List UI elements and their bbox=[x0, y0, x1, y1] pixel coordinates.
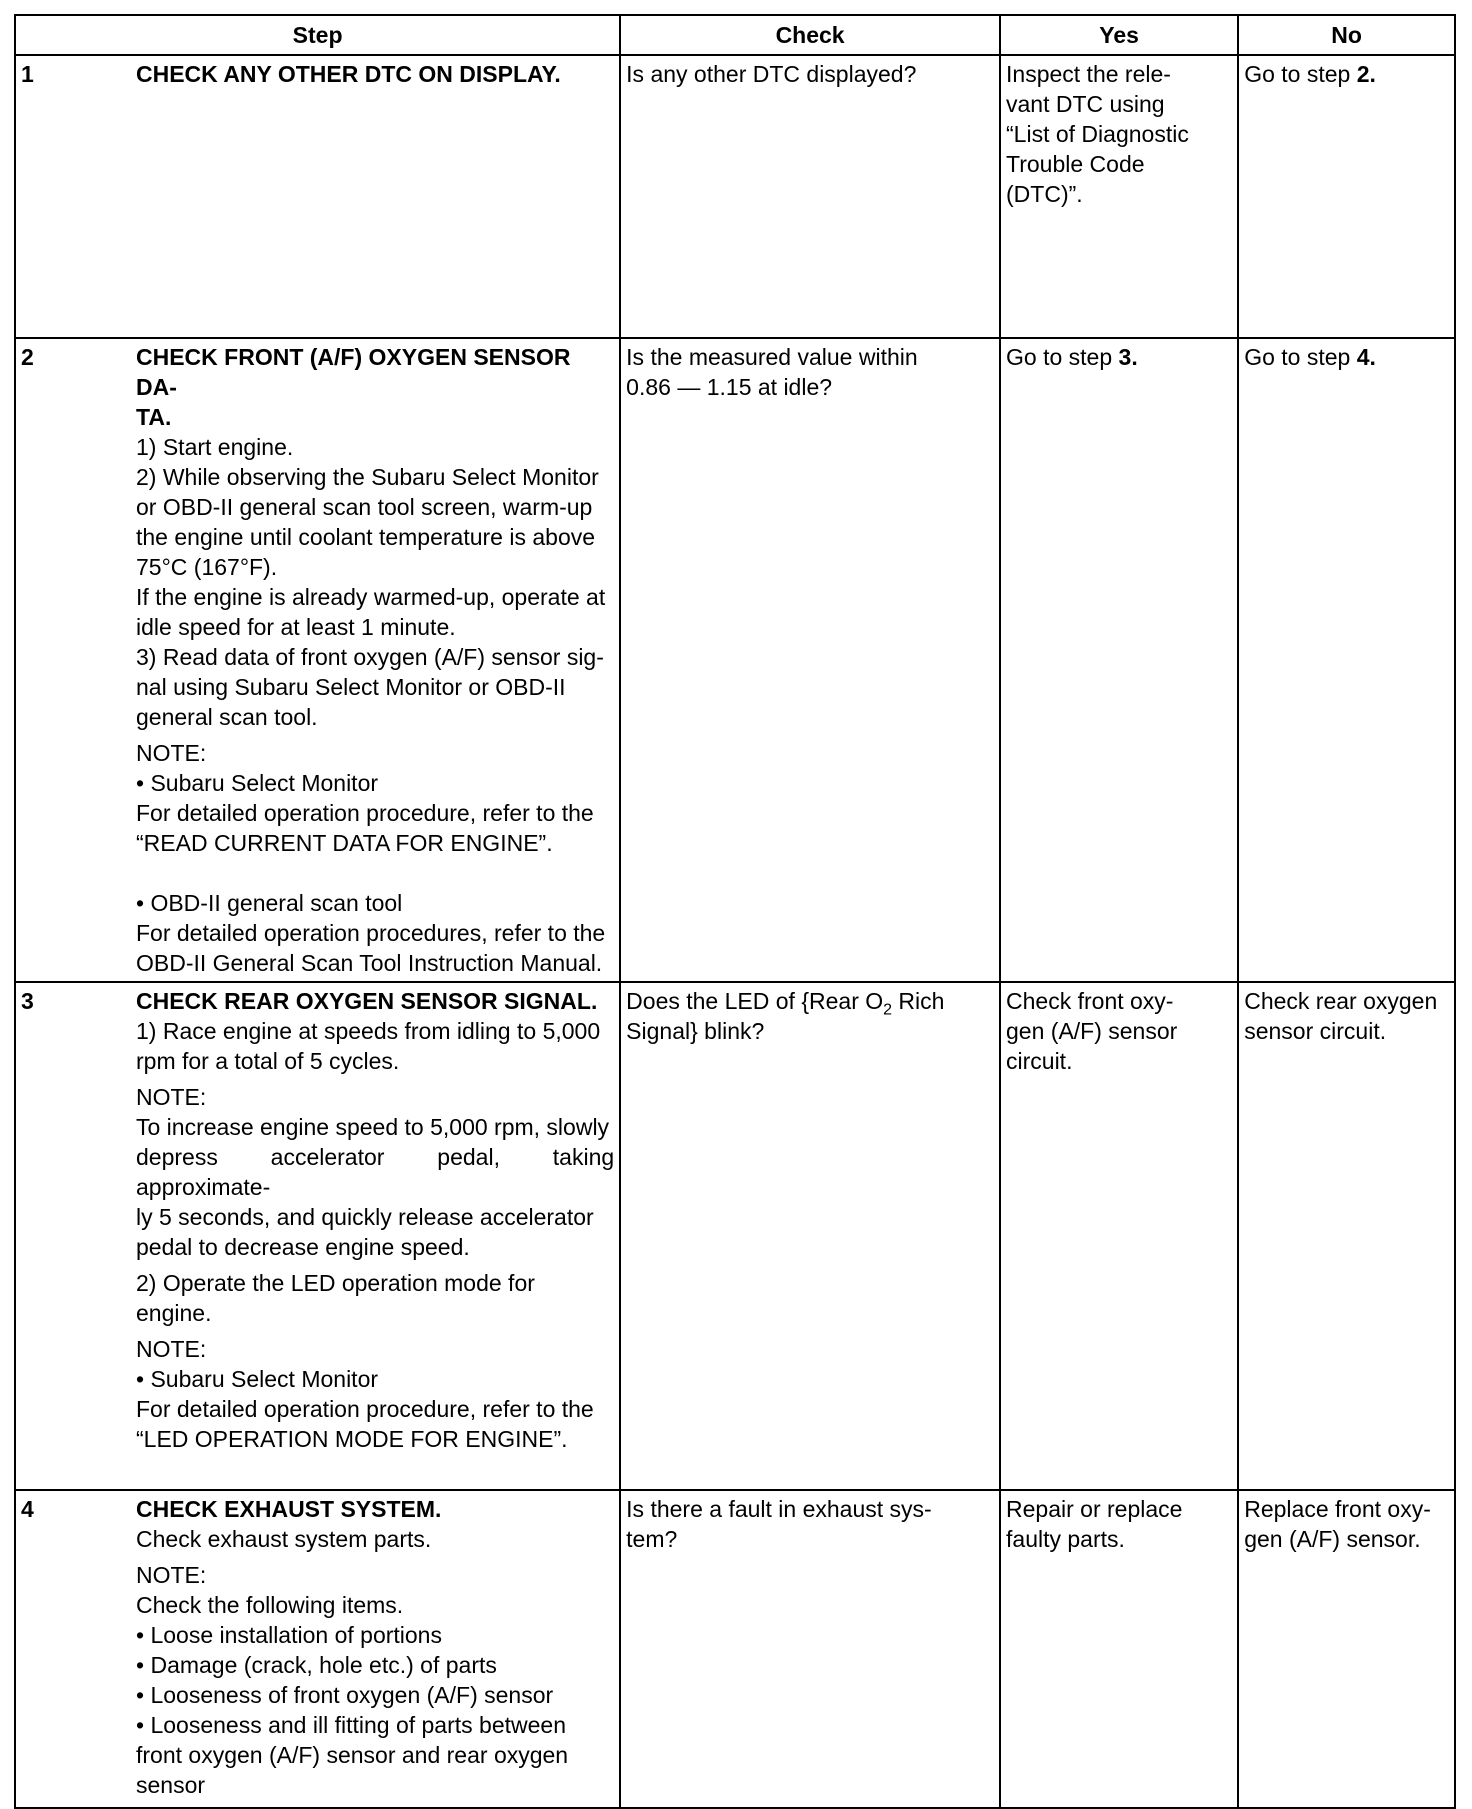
no-text-line: sensor circuit. bbox=[1244, 1018, 1387, 1044]
yes-step-ref: 3. bbox=[1118, 344, 1138, 370]
yes-text-line: (DTC)”. bbox=[1006, 181, 1083, 207]
step-title: CHECK EXHAUST SYSTEM. bbox=[136, 1496, 442, 1522]
step-title: CHECK ANY OTHER DTC ON DISPLAY. bbox=[136, 61, 561, 87]
step-body-line: or OBD-II general scan tool screen, warm-up bbox=[136, 494, 593, 520]
yes-text-line: Check front oxy- bbox=[1006, 988, 1174, 1014]
check-cell bbox=[620, 1490, 1000, 1808]
note-bullet: • Damage (crack, hole etc.) of parts bbox=[136, 1650, 614, 1680]
check-cell bbox=[620, 338, 1000, 982]
no-text-line: gen (A/F) sensor. bbox=[1244, 1526, 1421, 1552]
check-text-line: 0.86 — 1.15 at idle? bbox=[626, 374, 833, 400]
yes-text-line: Trouble Code bbox=[1006, 151, 1145, 177]
yes-cell bbox=[1000, 982, 1238, 1490]
step-body-line: the engine until coolant temperature is above bbox=[136, 524, 596, 550]
note-line: For detailed operation procedure, refer to the bbox=[136, 1396, 594, 1422]
yes-cell bbox=[1000, 55, 1238, 338]
step-body-line: idle speed for at least 1 minute. bbox=[136, 614, 456, 640]
no-cell bbox=[1238, 982, 1455, 1490]
note-label: NOTE: bbox=[136, 1562, 207, 1588]
note-line: sensor bbox=[136, 1772, 206, 1798]
note-bullet: • Looseness and ill fitting of parts between bbox=[136, 1710, 614, 1740]
table-row-step-1 bbox=[15, 55, 1455, 338]
note-line: For detailed operation procedures, refer to the bbox=[136, 920, 606, 946]
yes-cell bbox=[1000, 1490, 1238, 1808]
note-line: For detailed operation procedure, refer to the bbox=[136, 800, 594, 826]
check-text-part: Does the LED of {Rear O bbox=[626, 988, 884, 1014]
step-body-line: 1) Race engine at speeds from idling to 5,000 bbox=[136, 1018, 601, 1044]
note-label: NOTE: bbox=[136, 740, 207, 766]
note-line: To increase engine speed to 5,000 rpm, slowly bbox=[136, 1114, 610, 1140]
no-text: Go to step bbox=[1244, 344, 1357, 370]
note-label: NOTE: bbox=[136, 1084, 207, 1110]
note-line: “LED OPERATION MODE FOR ENGINE”. bbox=[136, 1426, 568, 1452]
step-title-line: CHECK FRONT (A/F) OXYGEN SENSOR DA- bbox=[136, 344, 571, 400]
subscript: 2 bbox=[883, 1001, 893, 1019]
check-text-line: Is the measured value within bbox=[626, 344, 918, 370]
note-bullet: • Loose installation of portions bbox=[136, 1620, 614, 1650]
step-cell bbox=[15, 338, 620, 982]
header-check: Check bbox=[620, 15, 1000, 55]
check-text-line: tem? bbox=[626, 1526, 678, 1552]
yes-text-line: gen (A/F) sensor bbox=[1006, 1018, 1178, 1044]
step-body-line: general scan tool. bbox=[136, 704, 318, 730]
yes-text-line: Repair or replace bbox=[1006, 1496, 1183, 1522]
check-text: Is any other DTC displayed? bbox=[626, 61, 917, 87]
step-title: CHECK REAR OXYGEN SENSOR SIGNAL. bbox=[136, 988, 598, 1014]
step-cell bbox=[15, 982, 620, 1490]
step-body-line: 2) While observing the Subaru Select Monitor bbox=[136, 464, 599, 490]
no-step-ref: 4. bbox=[1356, 344, 1376, 370]
step-number: 1 bbox=[21, 61, 34, 87]
yes-cell bbox=[1000, 338, 1238, 982]
no-cell bbox=[1238, 338, 1455, 982]
step-body-line: nal using Subaru Select Monitor or OBD-II bbox=[136, 674, 566, 700]
note-line: OBD-II General Scan Tool Instruction Manual. bbox=[136, 950, 603, 976]
no-text-line: Replace front oxy- bbox=[1244, 1496, 1431, 1522]
step-number: 2 bbox=[21, 344, 34, 370]
check-text-line: Is there a fault in exhaust sys- bbox=[626, 1496, 932, 1522]
note-bullet: • Subaru Select Monitor bbox=[136, 1364, 614, 1394]
table-row-step-2 bbox=[15, 338, 1455, 982]
check-text-part: Rich bbox=[892, 988, 945, 1014]
step-body-line: 75°C (167°F). bbox=[136, 554, 278, 580]
step-number: 3 bbox=[21, 988, 34, 1014]
note-bullet: • Subaru Select Monitor bbox=[136, 768, 614, 798]
step-body-line: 2) Operate the LED operation mode for bbox=[136, 1270, 535, 1296]
table-row-step-4 bbox=[15, 1490, 1455, 1808]
check-cell bbox=[620, 982, 1000, 1490]
step-body-line: engine. bbox=[136, 1300, 212, 1326]
no-step-ref: 2. bbox=[1356, 61, 1376, 87]
note-label: NOTE: bbox=[136, 1336, 207, 1362]
check-cell bbox=[620, 55, 1000, 338]
header-row bbox=[15, 15, 1455, 55]
step-cell bbox=[15, 1490, 620, 1808]
no-text: Go to step bbox=[1244, 61, 1357, 87]
note-line: front oxygen (A/F) sensor and rear oxygen bbox=[136, 1742, 569, 1768]
no-cell bbox=[1238, 55, 1455, 338]
yes-text-line: faulty parts. bbox=[1006, 1526, 1125, 1552]
check-text-line: Signal} blink? bbox=[626, 1018, 765, 1044]
diagnostic-table bbox=[14, 14, 1456, 1809]
header-no: No bbox=[1238, 15, 1455, 55]
note-line: “READ CURRENT DATA FOR ENGINE”. bbox=[136, 830, 553, 856]
header-yes: Yes bbox=[1000, 15, 1238, 55]
yes-text-line: vant DTC using bbox=[1006, 91, 1165, 117]
note-line: pedal to decrease engine speed. bbox=[136, 1234, 470, 1260]
note-line: Check the following items. bbox=[136, 1592, 404, 1618]
yes-text-line: circuit. bbox=[1006, 1048, 1073, 1074]
step-body-line: Check exhaust system parts. bbox=[136, 1526, 432, 1552]
step-cell bbox=[15, 55, 620, 338]
step-body-line: If the engine is already warmed-up, operate at bbox=[136, 584, 606, 610]
yes-text: Go to step bbox=[1006, 344, 1119, 370]
no-cell bbox=[1238, 1490, 1455, 1808]
note-line: ly 5 seconds, and quickly release accelerator bbox=[136, 1204, 594, 1230]
header-step: Step bbox=[15, 15, 620, 55]
step-title-line: TA. bbox=[136, 404, 172, 430]
step-body-line: 3) Read data of front oxygen (A/F) sensor sig- bbox=[136, 644, 604, 670]
table-row-step-3 bbox=[15, 982, 1455, 1490]
note-bullet: • OBD-II general scan tool bbox=[136, 888, 614, 918]
yes-text-line: “List of Diagnostic bbox=[1006, 121, 1189, 147]
check-text-line bbox=[626, 986, 994, 1019]
step-number: 4 bbox=[21, 1496, 34, 1522]
note-bullet: • Looseness of front oxygen (A/F) sensor bbox=[136, 1680, 614, 1710]
blank-line bbox=[136, 858, 614, 888]
step-body-line: rpm for a total of 5 cycles. bbox=[136, 1048, 400, 1074]
note-line: depress accelerator pedal, taking approximate- bbox=[136, 1144, 615, 1200]
step-body-line: 1) Start engine. bbox=[136, 434, 294, 460]
yes-text-line: Inspect the rele- bbox=[1006, 61, 1171, 87]
no-text-line: Check rear oxygen bbox=[1244, 988, 1438, 1014]
